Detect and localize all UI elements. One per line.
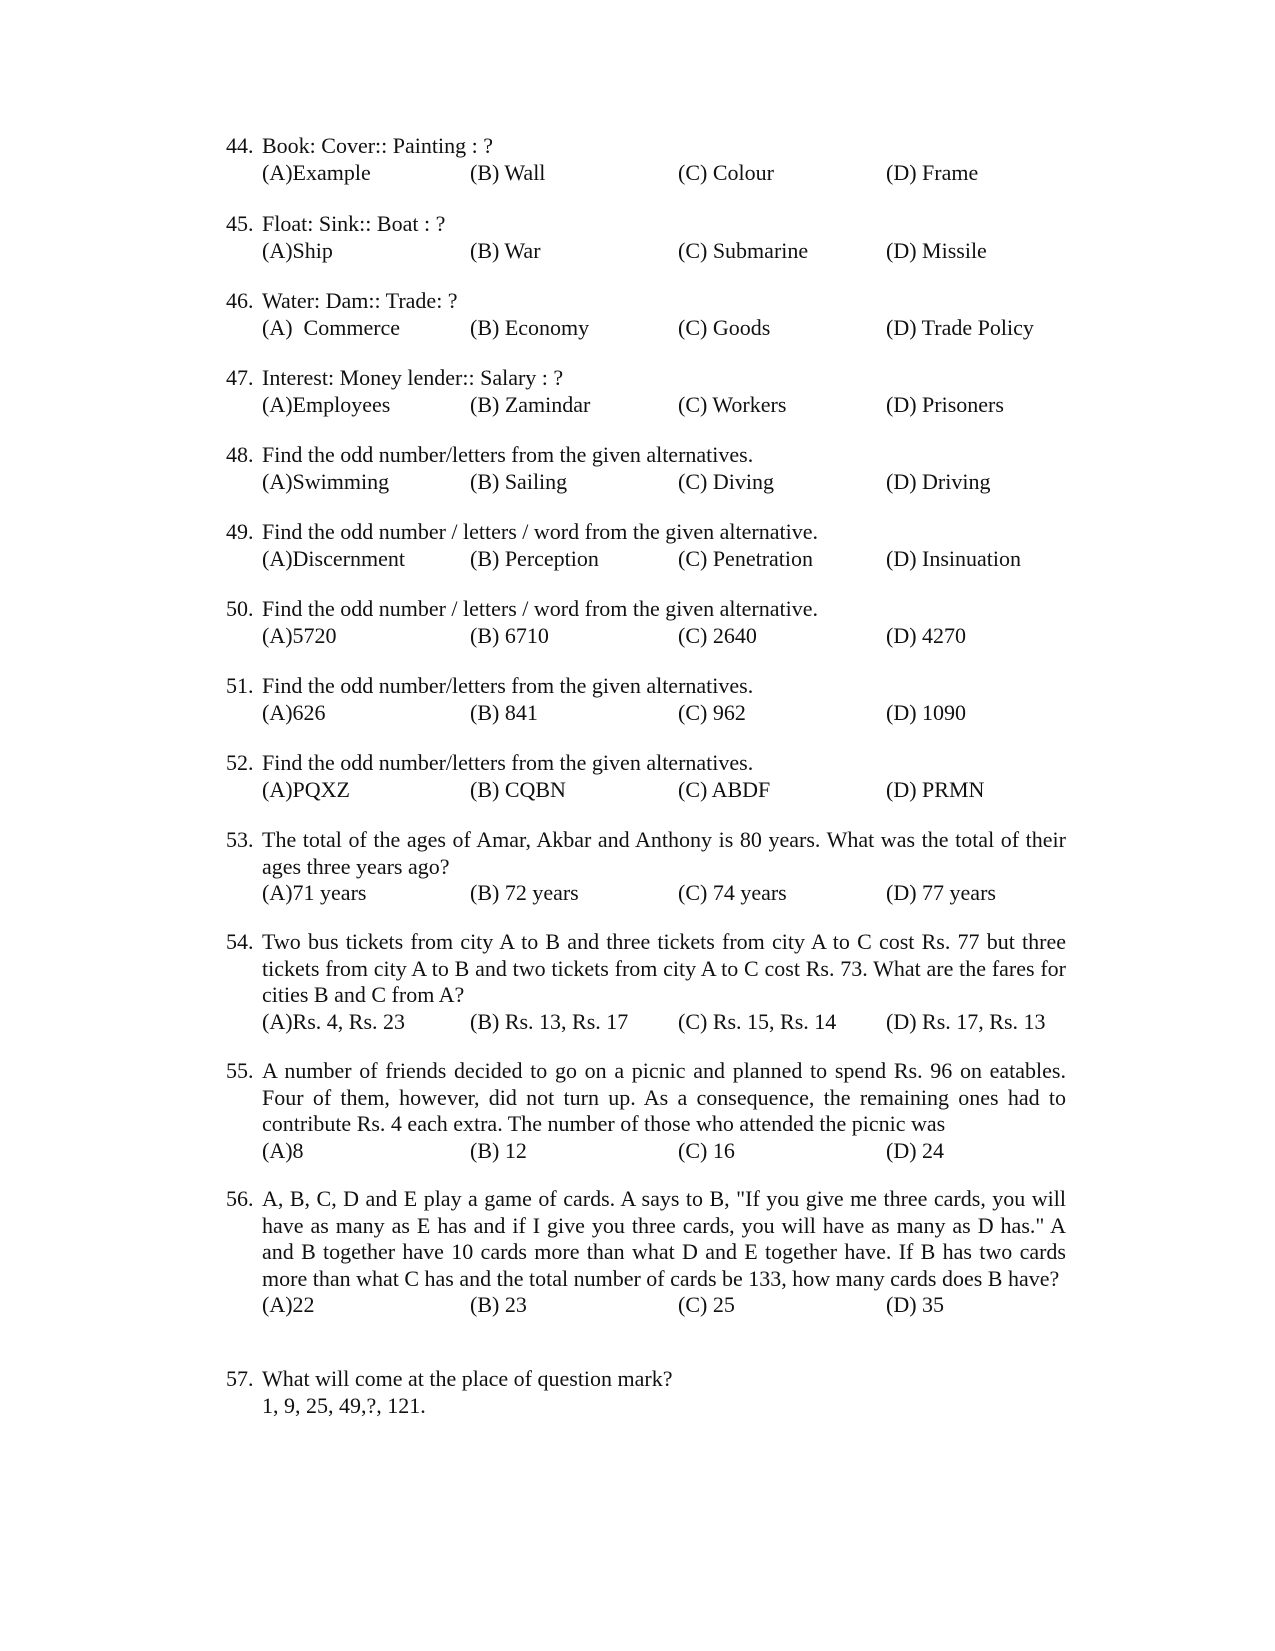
question-number: 48. [226,442,254,467]
question-number: 44. [226,133,254,158]
option-d: (D) Driving [886,468,991,494]
question-text: Find the odd number / letters / word from the given alternative. [262,596,818,621]
question-number: 57. [226,1366,254,1391]
option-a: (A)Ship [262,237,333,263]
question-text: A number of friends decided to go on a picnic and planned to spend Rs. 96 on eatables. Four of them, however, did not turn up. As a consequence, the remaining ones had to contribute Rs. 4 each extra. The number of those who attended the picnic was [262,1058,1066,1136]
option-c: (C) 25 [678,1292,735,1317]
options-row [262,1292,1066,1319]
option-d: (D) 24 [886,1137,945,1163]
question-text: Two bus tickets from city A to B and three tickets from city A to C cost Rs. 77 but three tickets from city A to B and two tickets from city A to C cost Rs. 73. What are the fares for cities B and C from A? [262,929,1066,1007]
option-b: (B) Wall [470,159,546,185]
question-number: 50. [226,596,254,621]
question-48 [226,442,1066,496]
question-number: 54. [226,929,254,954]
option-a: (A)Employees [262,391,391,417]
option-c: (C) 962 [678,699,746,725]
option-c: (C) Goods [678,314,771,340]
option-b: (B) Zamindar [470,391,591,417]
option-b: (B) Rs. 13, Rs. 17 [470,1008,629,1034]
options-row [262,315,1066,342]
option-b: (B) 6710 [470,622,549,648]
question-text: The total of the ages of Amar, Akbar and Anthony is 80 years. What was the total of their ages three years ago? [262,827,1066,879]
option-b: (B) 12 [470,1137,527,1163]
question-stem [226,1058,1066,1138]
question-55 [226,1058,1066,1165]
option-b: (B) 841 [470,699,538,725]
question-number: 51. [226,673,254,698]
options-row [262,160,1066,187]
option-c: (C) 16 [678,1137,735,1163]
option-d: (D) 1090 [886,699,967,725]
options-row [262,700,1066,727]
question-stem [226,365,1066,392]
options-row [262,469,1066,496]
question-stem [226,442,1066,469]
question-46 [226,288,1066,342]
question-number: 46. [226,288,254,313]
option-c: (C) Rs. 15, Rs. 14 [678,1008,837,1034]
options-row [262,392,1066,419]
question-number: 52. [226,750,254,775]
options-row [262,238,1066,265]
question-57 [226,1366,1066,1419]
question-text: Find the odd number/letters from the given alternatives. [262,442,754,467]
question-56 [226,1186,1066,1319]
question-text: Find the odd number/letters from the given alternatives. [262,750,754,775]
question-number: 56. [226,1186,254,1211]
option-a: (A)626 [262,699,326,725]
question-number: 53. [226,827,254,852]
question-text: Interest: Money lender:: Salary : ? [262,365,564,390]
question-text: What will come at the place of question mark? [262,1366,673,1391]
option-d: (D) Insinuation [886,545,1022,571]
option-a: (A)71 years [262,880,367,905]
option-d: (D) PRMN [886,776,985,802]
question-number: 47. [226,365,254,390]
option-a: (A)Example [262,159,371,185]
question-stem [226,519,1066,546]
question-text: A, B, C, D and E play a game of cards. A says to B, "If you give me three cards, you will have as many as E has and if I give you three cards, you will have as many as D has." A and B together have 10 cards more than what D and E together have. If B has two cards more than what C has and the total number of cards be 133, how many cards does B have? [262,1186,1066,1291]
option-c: (C) ABDF [678,776,771,802]
option-a: (A)5720 [262,622,337,648]
question-stem [226,596,1066,623]
option-b: (B) 72 years [470,880,579,905]
option-c: (C) Diving [678,468,774,494]
question-stem [226,673,1066,700]
option-d: (D) 77 years [886,880,996,905]
option-b: (B) CQBN [470,776,566,802]
option-d: (D) Prisoners [886,391,1004,417]
options-row [262,546,1066,573]
question-47 [226,365,1066,419]
question-stem [226,1186,1066,1292]
question-50 [226,596,1066,650]
question-51 [226,673,1066,727]
question-number: 45. [226,211,254,236]
options-row [262,777,1066,804]
question-53 [226,827,1066,907]
question-text: Book: Cover:: Painting : ? [262,133,493,158]
options-row [262,623,1066,650]
question-stem [226,1366,1066,1393]
option-b: (B) Perception [470,545,599,571]
options-row [262,1009,1066,1036]
option-a: (A)22 [262,1292,315,1317]
question-54 [226,929,1066,1036]
option-d: (D) 35 [886,1292,945,1317]
option-d: (D) Frame [886,159,979,185]
question-stem [226,827,1066,880]
option-b: (B) War [470,237,541,263]
options-row [262,1138,1066,1165]
question-number: 49. [226,519,254,544]
option-d: (D) Rs. 17, Rs. 13 [886,1008,1046,1034]
option-c: (C) 74 years [678,880,787,905]
question-49 [226,519,1066,573]
options-row [262,880,1066,907]
option-a: (A)PQXZ [262,776,350,802]
question-number: 55. [226,1058,254,1083]
option-a: (A)Swimming [262,468,390,494]
question-44 [226,133,1066,187]
option-c: (C) Penetration [678,545,814,571]
option-c: (C) Colour [678,159,774,185]
question-52 [226,750,1066,804]
option-d: (D) Trade Policy [886,314,1034,340]
question-text: Find the odd number / letters / word from the given alternative. [262,519,818,544]
question-stem [226,750,1066,777]
question-stem [226,211,1066,238]
question-text: Float: Sink:: Boat : ? [262,211,446,236]
option-c: (C) 2640 [678,622,757,648]
option-a: (A)Discernment [262,545,405,571]
option-d: (D) 4270 [886,622,967,648]
option-a: (A)Rs. 4, Rs. 23 [262,1008,406,1034]
question-45 [226,211,1066,265]
question-text: Find the odd number/letters from the given alternatives. [262,673,754,698]
option-c: (C) Submarine [678,237,809,263]
question-stem [226,929,1066,1009]
option-b: (B) 23 [470,1292,527,1317]
option-b: (B) Sailing [470,468,568,494]
option-a: (A)8 [262,1137,304,1163]
option-a: (A) Commerce [262,314,401,340]
question-stem [226,133,1066,160]
question-stem [226,288,1066,315]
number-sequence: 1, 9, 25, 49,?, 121. [262,1392,426,1418]
option-c: (C) Workers [678,391,787,417]
question-text: Water: Dam:: Trade: ? [262,288,458,313]
option-b: (B) Economy [470,314,590,340]
option-d: (D) Missile [886,237,987,263]
